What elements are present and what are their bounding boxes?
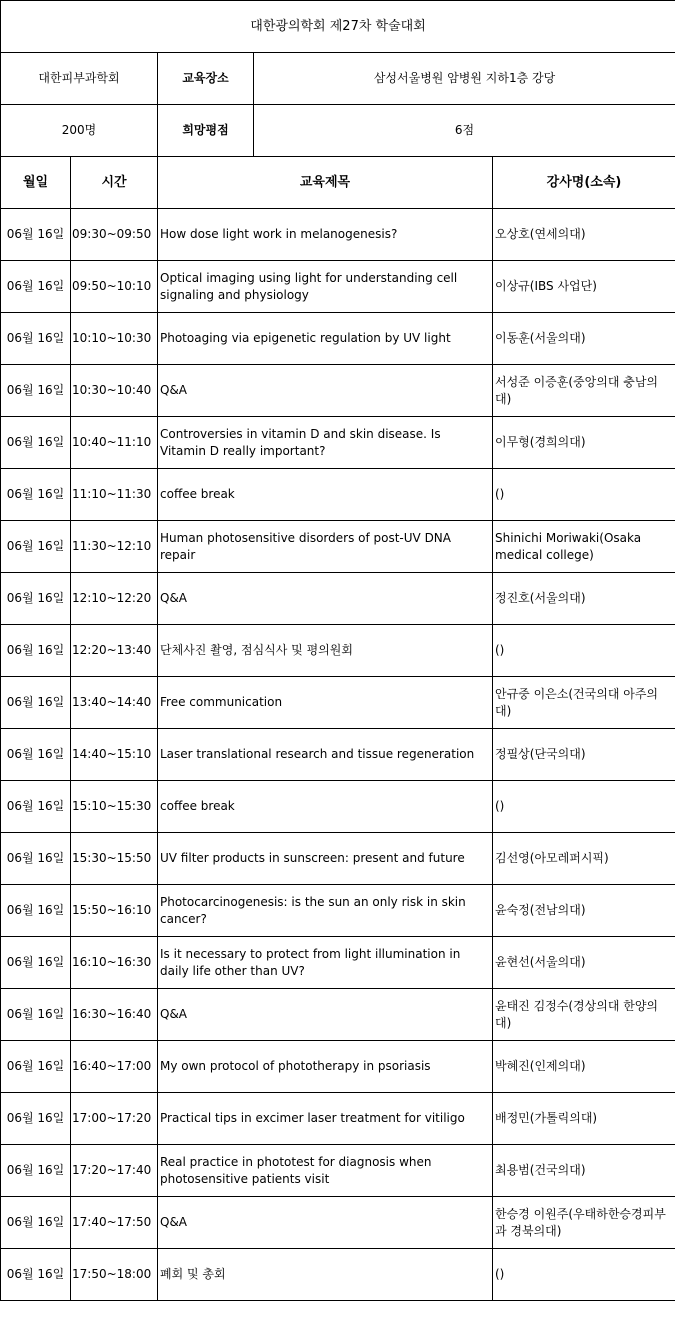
time-cell: 11:10~11:30 [71,469,158,521]
speaker-cell: 윤숙정(전남의대) [493,885,675,937]
table-row [1,1145,675,1197]
speaker-cell: 서성준 이증훈(중앙의대 충남의대) [493,365,675,417]
table-row [1,1093,675,1145]
info-row-score [1,105,675,157]
speaker-cell: Shinichi Moriwaki(Osaka medical college) [493,521,675,573]
table-row [1,1197,675,1249]
date-cell: 06월 16일 [1,937,71,989]
date-cell: 06월 16일 [1,365,71,417]
date-cell: 06월 16일 [1,885,71,937]
time-cell: 12:20~13:40 [71,625,158,677]
topic-cell: coffee break [158,781,493,833]
speaker-cell: 안규중 이은소(건국의대 아주의대) [493,677,675,729]
time-cell: 10:30~10:40 [71,365,158,417]
location-value: 삼성서울병원 암병원 지하1층 강당 [254,53,675,105]
column-header-date: 월일 [1,157,71,209]
date-cell: 06월 16일 [1,521,71,573]
time-cell: 17:50~18:00 [71,1249,158,1301]
topic-cell: UV filter products in sunscreen: present and future [158,833,493,885]
column-header-speaker: 강사명(소속) [493,157,675,209]
topic-cell: Photoaging via epigenetic regulation by UV light [158,313,493,365]
date-cell: 06월 16일 [1,313,71,365]
topic-cell: Human photosensitive disorders of post-UV DNA repair [158,521,493,573]
column-header-topic: 교육제목 [158,157,493,209]
time-cell: 10:40~11:10 [71,417,158,469]
column-header-row [1,157,675,209]
table-row [1,989,675,1041]
date-cell: 06월 16일 [1,833,71,885]
date-cell: 06월 16일 [1,625,71,677]
topic-cell: Q&A [158,365,493,417]
topic-cell: 단체사진 촬영, 점심식사 및 평의원회 [158,625,493,677]
table-row [1,573,675,625]
time-cell: 16:10~16:30 [71,937,158,989]
speaker-cell: 이동훈(서울의대) [493,313,675,365]
table-row [1,261,675,313]
time-cell: 17:00~17:20 [71,1093,158,1145]
speaker-cell: 이무형(경희의대) [493,417,675,469]
topic-cell: Is it necessary to protect from light illumination in daily life other than UV? [158,937,493,989]
topic-cell: Real practice in phototest for diagnosis when photosensitive patients visit [158,1145,493,1197]
table-row [1,625,675,677]
speaker-cell: 배정민(가톨릭의대) [493,1093,675,1145]
speaker-cell: () [493,469,675,521]
table-row [1,313,675,365]
date-cell: 06월 16일 [1,469,71,521]
date-cell: 06월 16일 [1,677,71,729]
table-row [1,469,675,521]
topic-cell: Laser translational research and tissue regeneration [158,729,493,781]
topic-cell: How dose light work in melanogenesis? [158,209,493,261]
table-row [1,729,675,781]
table-row [1,677,675,729]
topic-cell: coffee break [158,469,493,521]
date-cell: 06월 16일 [1,209,71,261]
topic-cell: 폐회 및 총회 [158,1249,493,1301]
topic-cell: Free communication [158,677,493,729]
time-cell: 09:30~09:50 [71,209,158,261]
title-row [1,1,675,53]
speaker-cell: 정필상(단국의대) [493,729,675,781]
date-cell: 06월 16일 [1,729,71,781]
time-cell: 17:40~17:50 [71,1197,158,1249]
location-label: 교육장소 [158,53,254,105]
table-row [1,365,675,417]
date-cell: 06월 16일 [1,781,71,833]
speaker-cell: 오상호(연세의대) [493,209,675,261]
speaker-cell: () [493,625,675,677]
topic-cell: Optical imaging using light for understanding cell signaling and physiology [158,261,493,313]
time-cell: 15:50~16:10 [71,885,158,937]
time-cell: 10:10~10:30 [71,313,158,365]
score-label: 희망평점 [158,105,254,157]
table-row [1,417,675,469]
speaker-cell: 윤현선(서울의대) [493,937,675,989]
time-cell: 15:30~15:50 [71,833,158,885]
time-cell: 11:30~12:10 [71,521,158,573]
table-row [1,781,675,833]
table-row [1,937,675,989]
date-cell: 06월 16일 [1,1197,71,1249]
table-row [1,521,675,573]
time-cell: 14:40~15:10 [71,729,158,781]
speaker-cell: () [493,1249,675,1301]
topic-cell: Q&A [158,989,493,1041]
time-cell: 16:30~16:40 [71,989,158,1041]
date-cell: 06월 16일 [1,1041,71,1093]
topic-cell: Q&A [158,1197,493,1249]
topic-cell: Q&A [158,573,493,625]
speaker-cell: 박혜진(인제의대) [493,1041,675,1093]
speaker-cell: () [493,781,675,833]
speaker-cell: 정진호(서울의대) [493,573,675,625]
time-cell: 13:40~14:40 [71,677,158,729]
column-header-time: 시간 [71,157,158,209]
time-cell: 09:50~10:10 [71,261,158,313]
speaker-cell: 김선영(아모레퍼시픽) [493,833,675,885]
table-row [1,833,675,885]
event-title: 대한광의학회 제27차 학술대회 [1,1,675,53]
topic-cell: Practical tips in excimer laser treatment for vitiligo [158,1093,493,1145]
table-row [1,885,675,937]
speaker-cell: 최용범(건국의대) [493,1145,675,1197]
date-cell: 06월 16일 [1,261,71,313]
capacity-cell: 200명 [1,105,158,157]
speaker-cell: 이상규(IBS 사업단) [493,261,675,313]
table-row [1,1041,675,1093]
speaker-cell: 윤태진 김정수(경상의대 한양의대) [493,989,675,1041]
topic-cell: Controversies in vitamin D and skin disease. Is Vitamin D really important? [158,417,493,469]
time-cell: 15:10~15:30 [71,781,158,833]
info-row-location [1,53,675,105]
date-cell: 06월 16일 [1,1249,71,1301]
date-cell: 06월 16일 [1,989,71,1041]
date-cell: 06월 16일 [1,573,71,625]
date-cell: 06월 16일 [1,1093,71,1145]
table-row [1,1249,675,1301]
time-cell: 12:10~12:20 [71,573,158,625]
table-row [1,209,675,261]
speaker-cell: 한승경 이원주(우태하한승경피부과 경북의대) [493,1197,675,1249]
topic-cell: Photocarcinogenesis: is the sun an only risk in skin cancer? [158,885,493,937]
organizer-cell: 대한피부과학회 [1,53,158,105]
score-value: 6점 [254,105,675,157]
topic-cell: My own protocol of phototherapy in psoriasis [158,1041,493,1093]
time-cell: 17:20~17:40 [71,1145,158,1197]
date-cell: 06월 16일 [1,417,71,469]
time-cell: 16:40~17:00 [71,1041,158,1093]
date-cell: 06월 16일 [1,1145,71,1197]
